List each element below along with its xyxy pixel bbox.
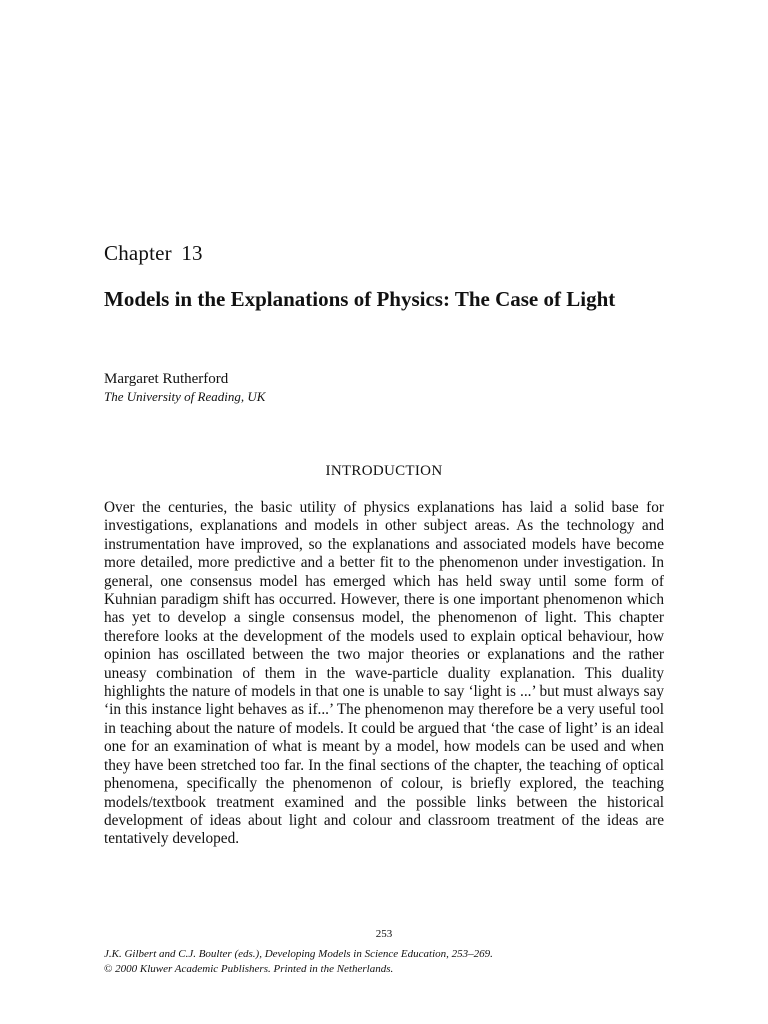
author-name: Margaret Rutherford <box>104 371 229 387</box>
chapter-title: Models in the Explanations of Physics: The Case of Light <box>104 287 616 311</box>
page-number: 253 <box>375 928 393 940</box>
chapter-label: Chapter 13 <box>104 241 203 265</box>
copyright-text: 2000 Kluwer Academic Publishers. Printed in the Netherlands. <box>112 963 394 975</box>
footer-copyright <box>104 962 664 977</box>
footer-citation: J.K. Gilbert and C.J. Boulter (eds.), Developing Models in Science Education, 253–269. <box>104 948 493 960</box>
section-heading: INTRODUCTION <box>325 463 443 479</box>
author-affiliation: The University of Reading, UK <box>104 389 266 404</box>
copyright-symbol: © <box>104 963 113 975</box>
body-paragraph: Over the centuries, the basic utility of physics explanations has laid a solid base for investigations, explanations and models in other subject areas. As the technology and instrumentation have improved, so the explanations and associated models have become more detailed, more predictive and a better fit to the phenomenon under investigation. In general, one consensus model has emerged which has held sway until some form of Kuhnian paradigm shift has occurred. However, there is one important phenomenon which has yet to develop a single consensus model, the phenomenon of light. This chapter therefore looks at the development of the models used to explain optical behaviour, how opinion has oscillated between the two major theories or explanations and the rather uneasy combination of them in the wave-particle duality explanation. This duality highlights the nature of models in that one is unable to say ‘light is ...’ but must always say ‘in this instance light behaves as if...’ The phenomenon may therefore be a very useful tool in teaching about the nature of models. It could be argued that ‘the case of light’ is an ideal one for an examination of what is meant by a model, how models can be used and when they have been stretched too far. In the final sections of the chapter, the teaching of optical phenomena, specifically the phenomenon of colour, is briefly explored, the teaching models/textbook treatment examined and the possible links between the historical development of ideas about light and colour and classroom treatment of the ideas are tentatively developed. <box>104 499 664 848</box>
footer <box>104 947 664 977</box>
